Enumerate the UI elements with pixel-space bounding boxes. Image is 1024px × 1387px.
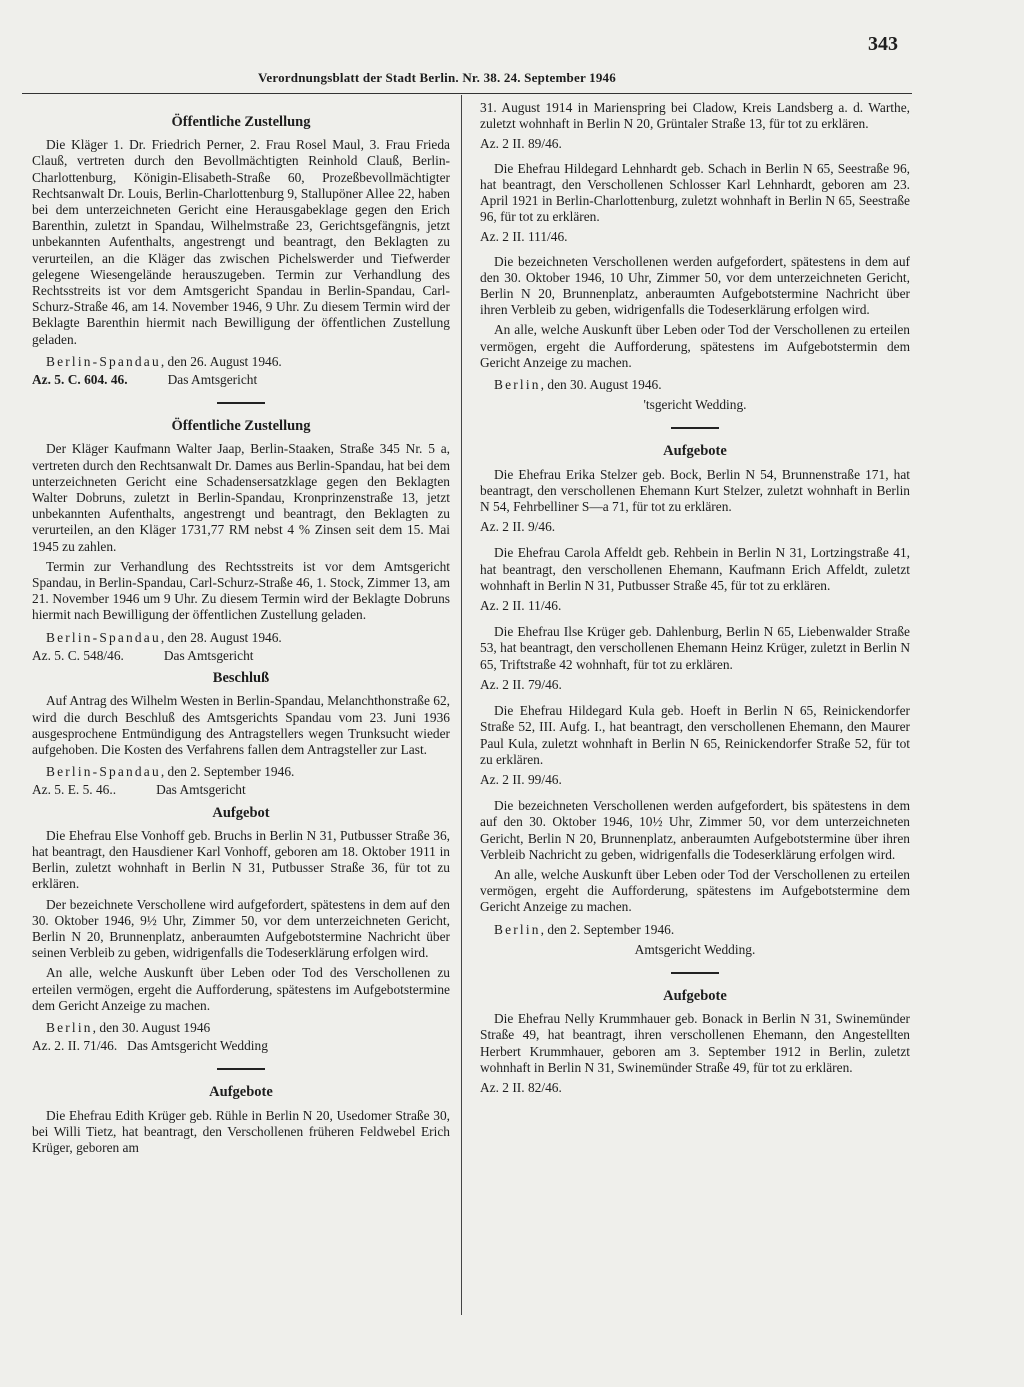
notice-body: Die Kläger 1. Dr. Friedrich Perner, 2. Frau Rosel Maul, 3. Frau Frieda Clauß, vertreten durch den Bevollmächtigten Reinhold Clauß, Berlin-Charlottenburg, Königin-Elisabeth-Straße 60, Prozeßbevollmächtigter Rechtsanwalt Dr. Louis, Berlin-Charlottenburg 9, Stallupöner Allee 22, haben bei dem unterzeichneten Gericht eine Herausgabeklage gegen den Erich Barenthin, zuletzt in Spandau, Wilhelmstraße 23, Gerichtsgefängnis, jetzt unbekannten Aufenthalts, angestrengt und beantragt, den Beklagten zu verurteilen, an die Kläger das zwischen Pichelswerder und Tiefwerder gelegene Wiesengelände herauszugeben. Termin zur Verhandlung des Rechtsstreits ist vor dem Amtsgericht Spandau in Berlin-Spandau, Carl-Schurz-Straße 46, am 14. November 1946, 9 Uhr. Zu diesem Termin wird der Beklagte Barenthin hiermit nach Bewilligung der öffentlichen Zustellung geladen.	[32, 137, 450, 347]
reference-line	[32, 1038, 450, 1054]
signature-line	[480, 922, 910, 938]
case-number: Az. 2 II. 99/46.	[480, 771, 562, 787]
notice-body: 31. August 1914 in Marienspring bei Cladow, Kreis Landsberg a. d. Warthe, zuletzt wohnhaft in Berlin N 20, Grüntaler Straße 13, für tot zu erklären.	[480, 100, 910, 132]
notice-body: Der bezeichnete Verschollene wird aufgefordert, spätestens in dem auf den 30. Oktober 1946, 9½ Uhr, Zimmer 50, vor dem unterzeichneten Gericht, Berlin N 20, Brunnenplatz, anberaumten Aufgebotstermine Nachricht über seinen Verbleib zu geben, widrigenfalls die Todeserklärung erfolgen wird.	[32, 896, 450, 961]
section-heading: Aufgebot	[212, 804, 270, 821]
page-number: 343	[868, 33, 898, 55]
date: , den 30. August 1946	[92, 1019, 211, 1035]
separator	[217, 402, 265, 404]
reference-line	[32, 648, 450, 664]
notice-aufgebote-1	[32, 1084, 450, 1156]
case-number: Az. 2 II. 82/46.	[480, 1079, 562, 1095]
signature-line	[480, 377, 910, 393]
section-heading: Öffentliche Zustellung	[171, 114, 311, 130]
page-header: Verordnungsblatt der Stadt Berlin. Nr. 38. 24. September 1946	[258, 70, 616, 85]
place: Berlin-Spandau	[46, 764, 161, 780]
case-number: Az. 2 II. 79/46.	[480, 676, 562, 692]
notice-lehnhardt	[480, 161, 910, 246]
separator	[671, 427, 719, 429]
notice-body: Die Ehefrau Erika Stelzer geb. Bock, Berlin N 54, Brunnenstraße 171, hat beantragt, den verschollenen Ehemann Kurt Stelzer, zuletzt wohnhaft in Berlin N 54, Fehrbelliner S—a 71, für tot zu erklären.	[480, 466, 910, 515]
case-number: Az. 2. II. 71/46.	[32, 1038, 118, 1054]
column-divider	[461, 95, 462, 1315]
notice-body: Die Ehefrau Else Vonhoff geb. Bruchs in Berlin N 31, Putbusser Straße 36, hat beantragt, den Hausdiener Karl Vonhoff, geboren am 18. Oktober 1911 in Berlin, zuletzt wohnhaft in Berlin N 31, Putbusser Straße 36, für tot zu erklären.	[32, 827, 450, 892]
section-heading: Aufgebote	[663, 443, 727, 460]
notice-continuation	[480, 100, 910, 153]
signature-line	[32, 354, 450, 370]
case-number: Az. 2 II. 9/46.	[480, 519, 556, 535]
court-name: 'tsgericht Wedding.	[643, 397, 747, 413]
date: , den 28. August 1946.	[160, 629, 282, 645]
notice-zustellung-1	[32, 114, 450, 388]
notice-body: Die bezeichneten Verschollenen werden aufgefordert, bis spätestens in dem auf den 30. Oktober 1946, 10½ Uhr, Zimmer 50, vor dem unterzeichneten Gericht, Berlin N 20, Brunnenplatz, anberaumten Aufgebotstermine über ihren Verbleib Nachricht zu geben, widrigenfalls die Todeserklärung erfolgen wird.	[480, 798, 910, 862]
header-rule	[22, 93, 912, 94]
place: Berlin	[46, 1019, 93, 1035]
signature-line	[32, 630, 450, 646]
reference-line	[32, 782, 450, 798]
section-heading: Aufgebote	[663, 987, 727, 1004]
date: , den 30. August 1946.	[540, 377, 662, 393]
court-name: Das Amtsgericht	[167, 372, 258, 388]
separator	[217, 1068, 265, 1070]
notice-body: Die Ehefrau Ilse Krüger geb. Dahlenburg, Berlin N 65, Liebenwalder Straße 53, hat beantragt, den verschollenen Ehemann Heinz Krüger, zuletzt in Berlin N 65, Triftstraße 42 wohnhaft, für tot zu erklären.	[480, 624, 910, 672]
notice-zustellung-2	[32, 418, 450, 664]
notice-body: Der Kläger Kaufmann Walter Jaap, Berlin-Staaken, Straße 345 Nr. 5 a, vertreten durch den Rechtsanwalt Dr. Dames aus Berlin-Spandau, hat bei dem unterzeichneten Gericht eine Schadensersatzklage gegen den Beklagten Walter Dobruns, zuletzt in Berlin-Spandau, Kronprinzenstraße 13, jetzt unbekannten Aufenthalts, angestrengt und beantragt, den Beklagten zu verurteilen, an den Kläger 1731,77 RM nebst 4 % Zinsen seit dem 15. Mai 1945 zu zahlen.	[32, 441, 450, 554]
notice-body: Die bezeichneten Verschollenen werden aufgefordert, spätestens in dem auf den 30. Oktober 1946, 10 Uhr, Zimmer 50, vor dem unterzeichneten Gericht, Berlin N 20, Brunnenplatz, anberaumten Aufgebotstermine Nachricht über ihren Verbleib zu geben, widrigenfalls die Todeserklärung erfolgen wird.	[480, 253, 910, 318]
place: Berlin	[494, 377, 541, 393]
section-heading: Aufgebote	[209, 1084, 273, 1101]
notice-body: Die Ehefrau Hildegard Lehnhardt geb. Schach in Berlin N 65, Seestraße 96, hat beantragt, den Verschollenen Schlosser Karl Lehnhardt, geboren am 23. April 1921 in Berlin-Charlottenburg, zuletzt wohnhaft in Berlin N 65, Seestraße 96, für tot zu erklären.	[480, 160, 910, 225]
date: , den 2. September 1946.	[540, 921, 675, 937]
case-number: Az. 5. E. 5. 46..	[32, 782, 117, 798]
notice-body: Die Ehefrau Nelly Krummhauer geb. Bonack in Berlin N 31, Swinemünder Straße 49, hat beantragt, ihren verschollenen Ehemann, den Angestellten Herbert Krummhauer, geboren am 3. September 1912 in Berlin, zuletzt wohnhaft in Berlin N 31, Swinemünder Straße 49, für tot zu erklären.	[480, 1011, 910, 1075]
case-number: Az. 2 II. 111/46.	[480, 229, 568, 245]
notice-aufgebot	[32, 805, 450, 1055]
date: , den 26. August 1946.	[160, 353, 282, 369]
notice-body: Die Ehefrau Edith Krüger geb. Rühle in Berlin N 20, Usedomer Straße 30, bei Willi Tietz, hat beantragt, den Verschollenen früheren Feldwebel Erich Krüger, geboren am	[32, 1107, 450, 1155]
signature-line	[32, 764, 450, 780]
section-heading: Öffentliche Zustellung	[171, 418, 311, 435]
court-name: Amtsgericht Wedding.	[634, 941, 756, 957]
section-heading: Beschluß	[212, 670, 270, 687]
place: Berlin-Spandau	[46, 353, 161, 369]
left-column	[32, 108, 450, 1160]
place: Berlin	[494, 921, 541, 937]
notice-body: Termin zur Verhandlung des Rechtsstreits ist vor dem Amtsgericht Spandau, in Berlin-Spandau, Carl-Schurz-Straße 46, 1. Stock, Zimmer 13, am 21. November 1946 um 9 Uhr. Zu diesem Termin wird der Beklagte Dobruns hiermit nach Bewilligung der öffentlichen Zustellung geladen.	[32, 558, 450, 623]
court-name: Das Amtsgericht	[163, 647, 254, 663]
case-number: Az. 2 II. 89/46.	[480, 136, 562, 152]
court-name: Das Amtsgericht Wedding	[127, 1038, 268, 1054]
case-number: Az. 2 II. 11/46.	[480, 598, 562, 614]
notice-body: Auf Antrag des Wilhelm Westen in Berlin-Spandau, Melanchthonstraße 62, wird die durch Beschluß des Amtsgerichts Spandau vom 23. Juni 1936 ausgesprochene Entmündigung des Antragstellers wegen Trunksucht wieder aufgehoben. Die Kosten des Verfahrens fallen dem Antragsteller zur Last.	[32, 693, 450, 757]
notice-body: An alle, welche Auskunft über Leben oder Tod der Verschollenen zu erteilen vermögen, ergeht die Aufforderung, spätestens im Aufgebotstermine dem Gericht Anzeige zu machen.	[480, 866, 910, 915]
notice-body: Die Ehefrau Hildegard Kula geb. Hoeft in Berlin N 65, Reinickendorfer Straße 52, III. Aufg. I., hat beantragt, den verschollenen Ehemann, den Maurer Paul Kula, zuletzt wohnhaft in Berlin N 65, Reinickendorfer Straße 52, für tot zu erklären.	[480, 703, 910, 767]
notice-aufgebote-3	[480, 988, 910, 1096]
date: , den 2. September 1946.	[160, 764, 295, 780]
notice-beschluss	[32, 670, 450, 798]
notice-body: Die Ehefrau Carola Affeldt geb. Rehbein in Berlin N 31, Lortzingstraße 41, hat beantragt, den verschollenen Ehemann, Kaufmann Erich Affeldt, zuletzt wohnhaft in Berlin N 31, Putbusser Straße 45, für tot zu erklären.	[480, 545, 910, 593]
notice-body: An alle, welche Auskunft über Leben oder Tod der Verschollenen zu erteilen vermögen, ergeht die Aufforderung, spätestens im Aufgebotstermin dem Gericht Anzeige zu machen.	[480, 322, 910, 370]
right-column	[480, 100, 910, 1100]
signature-line	[32, 1020, 450, 1036]
place: Berlin-Spandau	[46, 629, 161, 645]
notice-body: An alle, welche Auskunft über Leben oder Tod des Verschollenen zu erteilen vermögen, ergeht die Aufforderung, spätestens im Aufgebotstermine dem Gericht Anzeige zu machen.	[32, 965, 450, 1013]
reference-line	[32, 372, 450, 388]
notice-summons-1	[480, 254, 910, 414]
case-number: Az. 5. C. 548/46.	[32, 647, 124, 663]
notice-aufgebote-2	[480, 443, 910, 957]
case-number: Az. 5. C. 604. 46.	[32, 372, 128, 388]
separator	[671, 972, 719, 974]
court-name: Das Amtsgericht	[156, 782, 246, 798]
